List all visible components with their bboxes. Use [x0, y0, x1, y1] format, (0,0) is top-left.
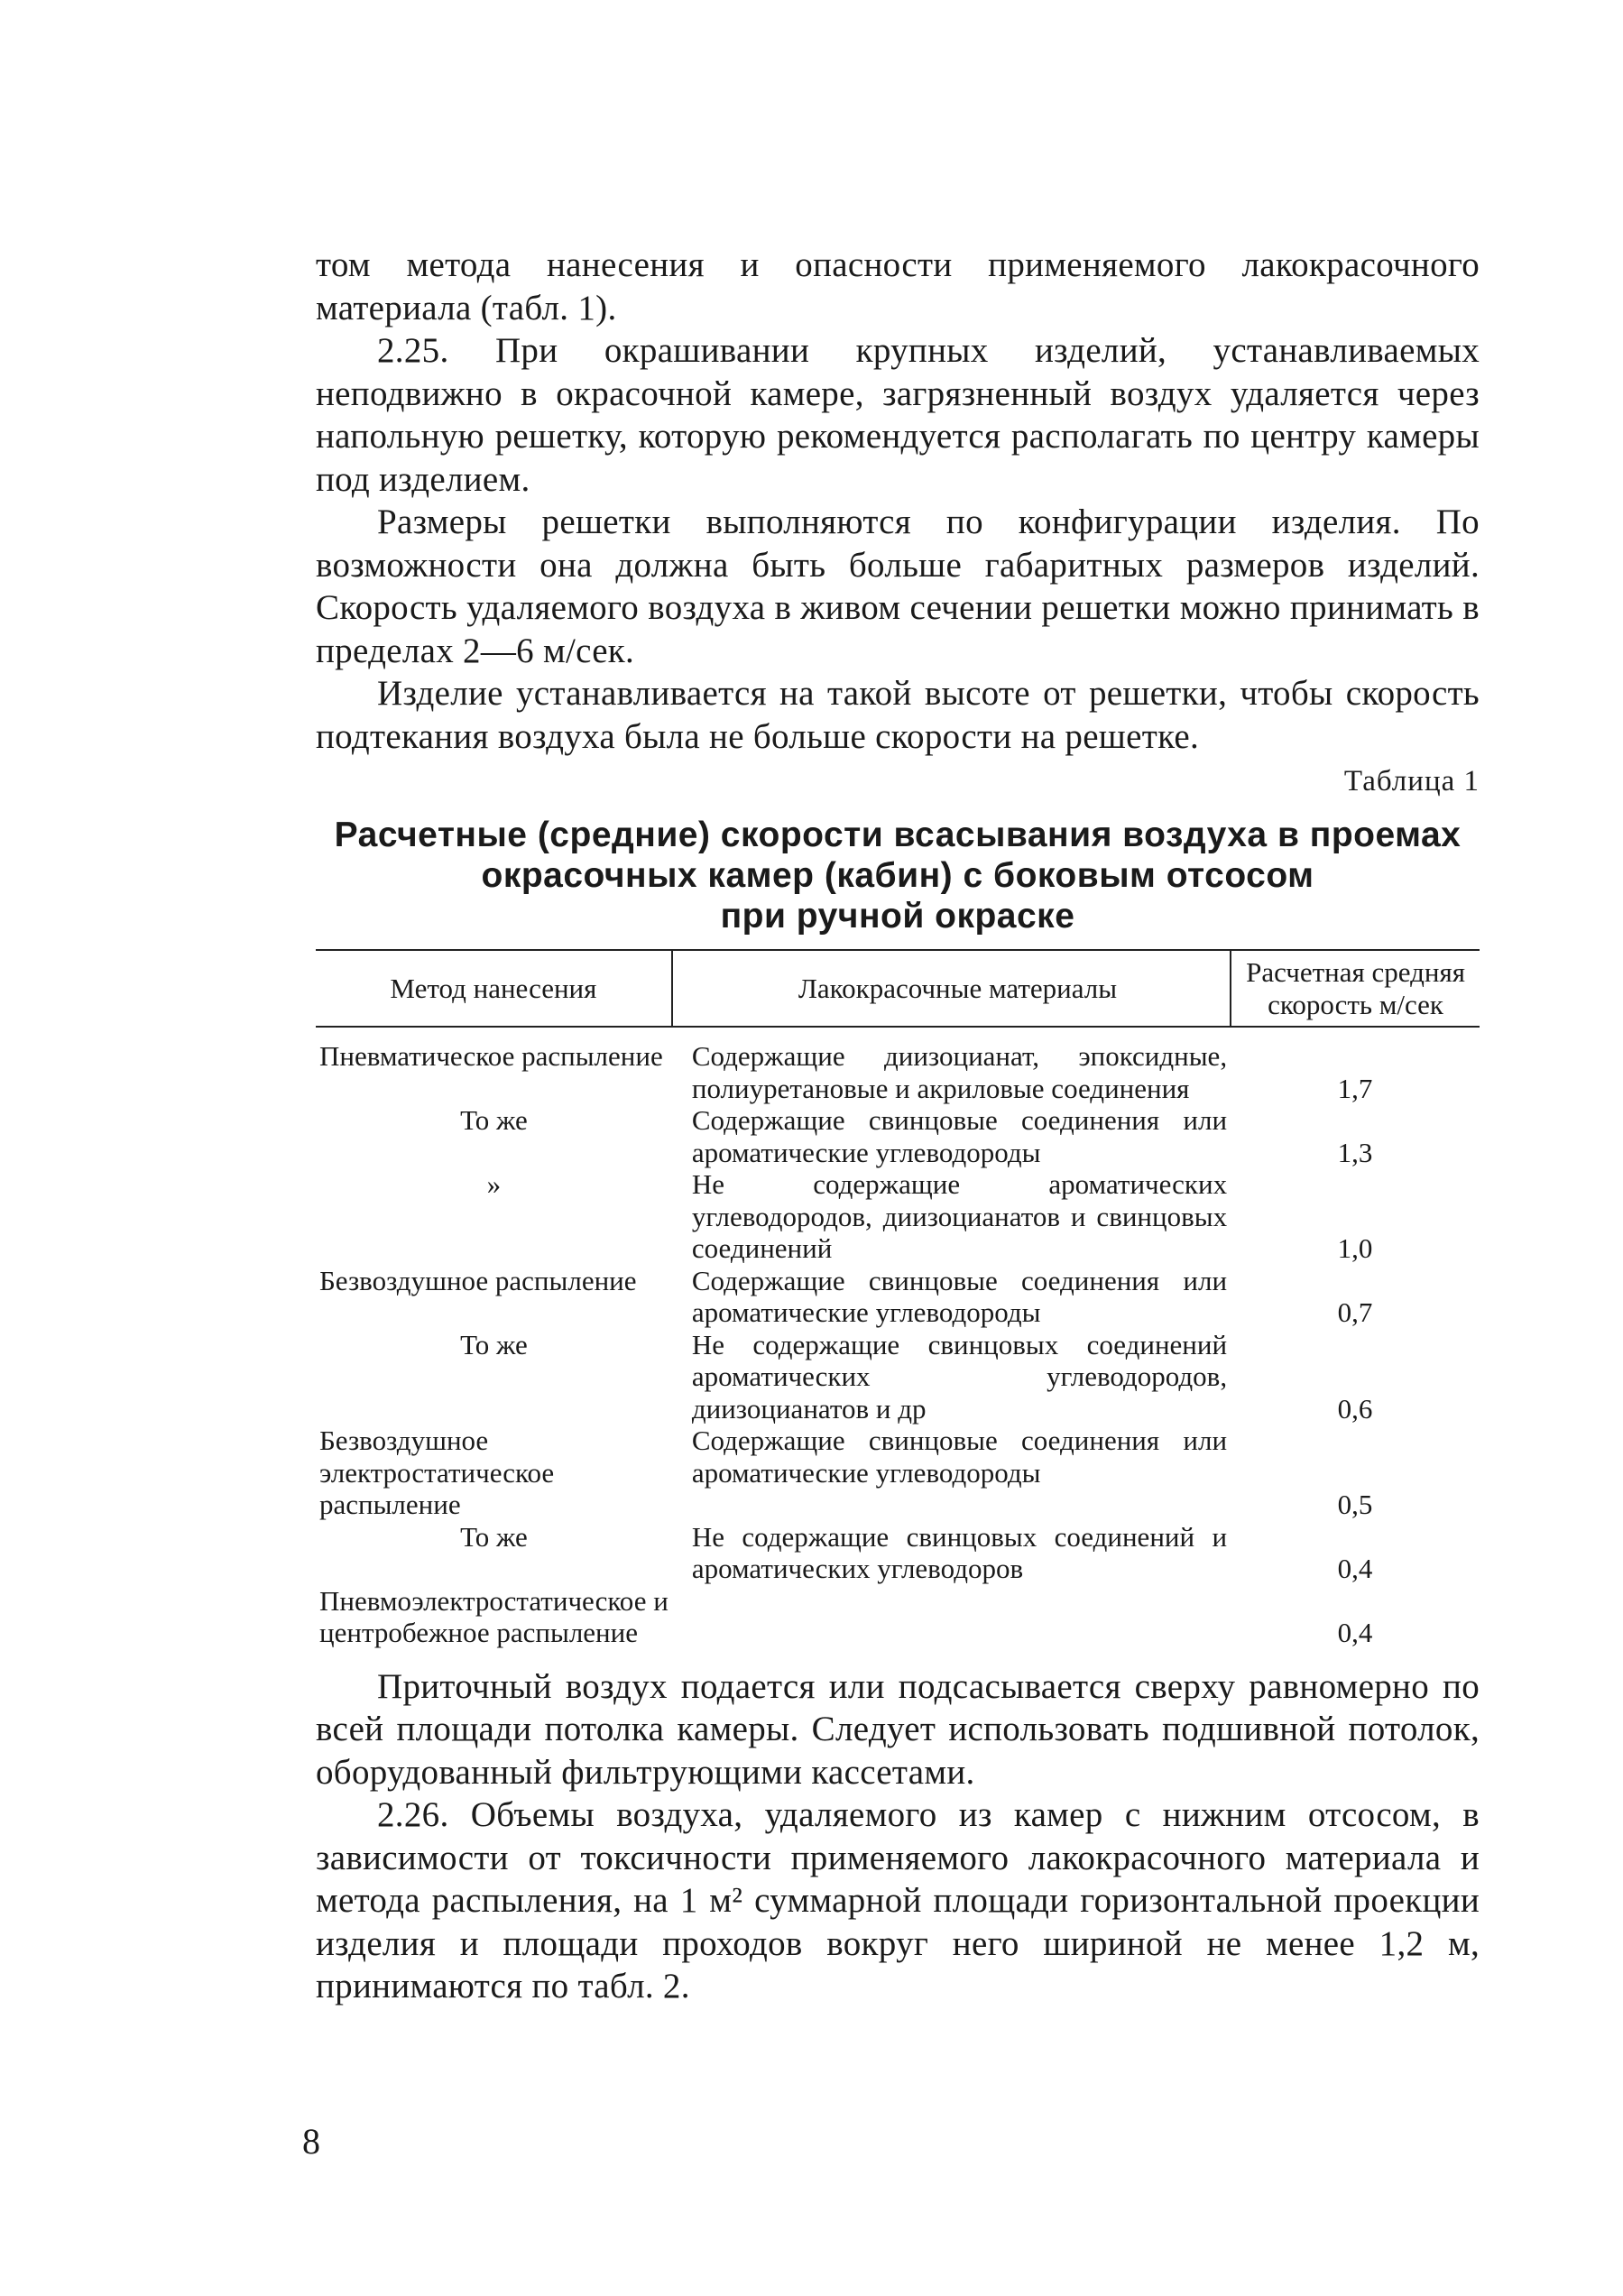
table-row [316, 1425, 1480, 1521]
cell-method: То же [460, 1104, 528, 1136]
cell-method: Пневмоэлектростатическое и центробежное распыление [319, 1584, 669, 1648]
cell-speed: 0,6 [1337, 1392, 1373, 1425]
cell-method: Пневматическое распыление [319, 1040, 663, 1072]
cell-materials: Не содержащие свинцовых соединений ароматических углеводородов, диизоцианатов и др [691, 1328, 1228, 1425]
table-row [316, 1329, 1480, 1425]
table-body [316, 1027, 1480, 1649]
cell-method: То же [460, 1328, 528, 1360]
cell-speed: 1,0 [1337, 1232, 1373, 1264]
table-title-line: окрасочных камер (кабин) с боковым отсосом [481, 856, 1314, 895]
paragraph: 2.25. При окрашивании крупных изделий, устанавливаемых неподвижно в окрасочной камере, загрязненный воздух удаляется через напольную решетку, которую рекомендуется располагать по центру камеры под изделием. [316, 331, 1480, 499]
table-row [316, 1265, 1480, 1329]
table-number: Таблица 1 [1343, 765, 1480, 798]
header-method: Метод нанесения [316, 950, 672, 1027]
table-title-line: Расчетные (средние) скорости всасывания воздуха в проемах [334, 816, 1462, 854]
table-header-row [316, 950, 1480, 1027]
speed-table [316, 949, 1480, 1649]
cell-speed: 1,7 [1337, 1072, 1373, 1104]
cell-materials: Не содержащие ароматических углеводородов, диизоцианатов и свинцовых соединений [691, 1168, 1228, 1264]
cell-method: То же [460, 1520, 528, 1553]
table-row [316, 1104, 1480, 1168]
cell-method: Безвоздушное электростатическое распыление [319, 1425, 555, 1520]
cell-materials: Содержащие свинцовые соединения или ароматические углеводороды [691, 1425, 1228, 1489]
document-page [316, 244, 1480, 2008]
cell-materials: Содержащие диизоцианат, эпоксидные, полиуретановые и акриловые соединения [691, 1040, 1228, 1104]
table-title-line: при ручной окраске [720, 897, 1075, 936]
cell-method: Безвоздушное распыление [319, 1264, 637, 1296]
header-speed: Расчетная средняя скорость м/сек [1231, 950, 1480, 1027]
cell-speed: 0,4 [1337, 1617, 1373, 1648]
paragraph: Размеры решетки выполняются по конфигурации изделия. По возможности она должна быть больше габаритных размеров изделий. Скорость удаляемого воздуха в живом сечении решетки можно принимать в пределах 2—6 м/сек. [316, 503, 1480, 670]
paragraph: Изделие устанавливается на такой высоте от решетки, чтобы скорость подтекания воздуха была не больше скорости на решетке. [316, 674, 1480, 756]
cell-materials: Не содержащие свинцовых соединений и ароматических углеводоров [691, 1520, 1228, 1584]
paragraph: 2.26. Объемы воздуха, удаляемого из камер с нижним отсосом, в зависимости от токсичности применяемого лакокрасочного материала и метода распыления, на 1 м² суммарной площади горизонтальной проекции изделия и площади проходов вокруг него шириной не менее 1,2 м, принимаются по табл. 2. [316, 1795, 1480, 2006]
cell-speed: 0,7 [1337, 1296, 1373, 1328]
header-materials: Лакокрасочные материалы [672, 950, 1231, 1027]
top-paragraphs [316, 244, 1480, 758]
table-row [316, 1168, 1480, 1265]
cell-speed: 0,5 [1337, 1489, 1373, 1520]
cell-speed: 0,4 [1337, 1553, 1373, 1584]
table-row [316, 1521, 1480, 1585]
paragraph: Приточный воздух подается или подсасывается сверху равномерно по всей площади потолка камеры. Следует использовать подшивной потолок, оборудованный фильтрующими кассетами. [316, 1666, 1480, 1792]
cell-materials: Содержащие свинцовые соединения или ароматические углеводороды [691, 1264, 1228, 1328]
page-number: 8 [302, 2121, 320, 2162]
table-row [316, 1027, 1480, 1104]
bottom-paragraphs [316, 1665, 1480, 2008]
cell-method: » [486, 1168, 502, 1200]
paragraph: том метода нанесения и опасности применяемого лакокрасочного материала (табл. 1). [316, 245, 1480, 327]
cell-materials [672, 1585, 1231, 1649]
table-title [316, 815, 1480, 936]
table-row [316, 1585, 1480, 1649]
cell-speed: 1,3 [1337, 1136, 1373, 1168]
cell-materials: Содержащие свинцовые соединения или ароматические углеводороды [691, 1104, 1228, 1168]
